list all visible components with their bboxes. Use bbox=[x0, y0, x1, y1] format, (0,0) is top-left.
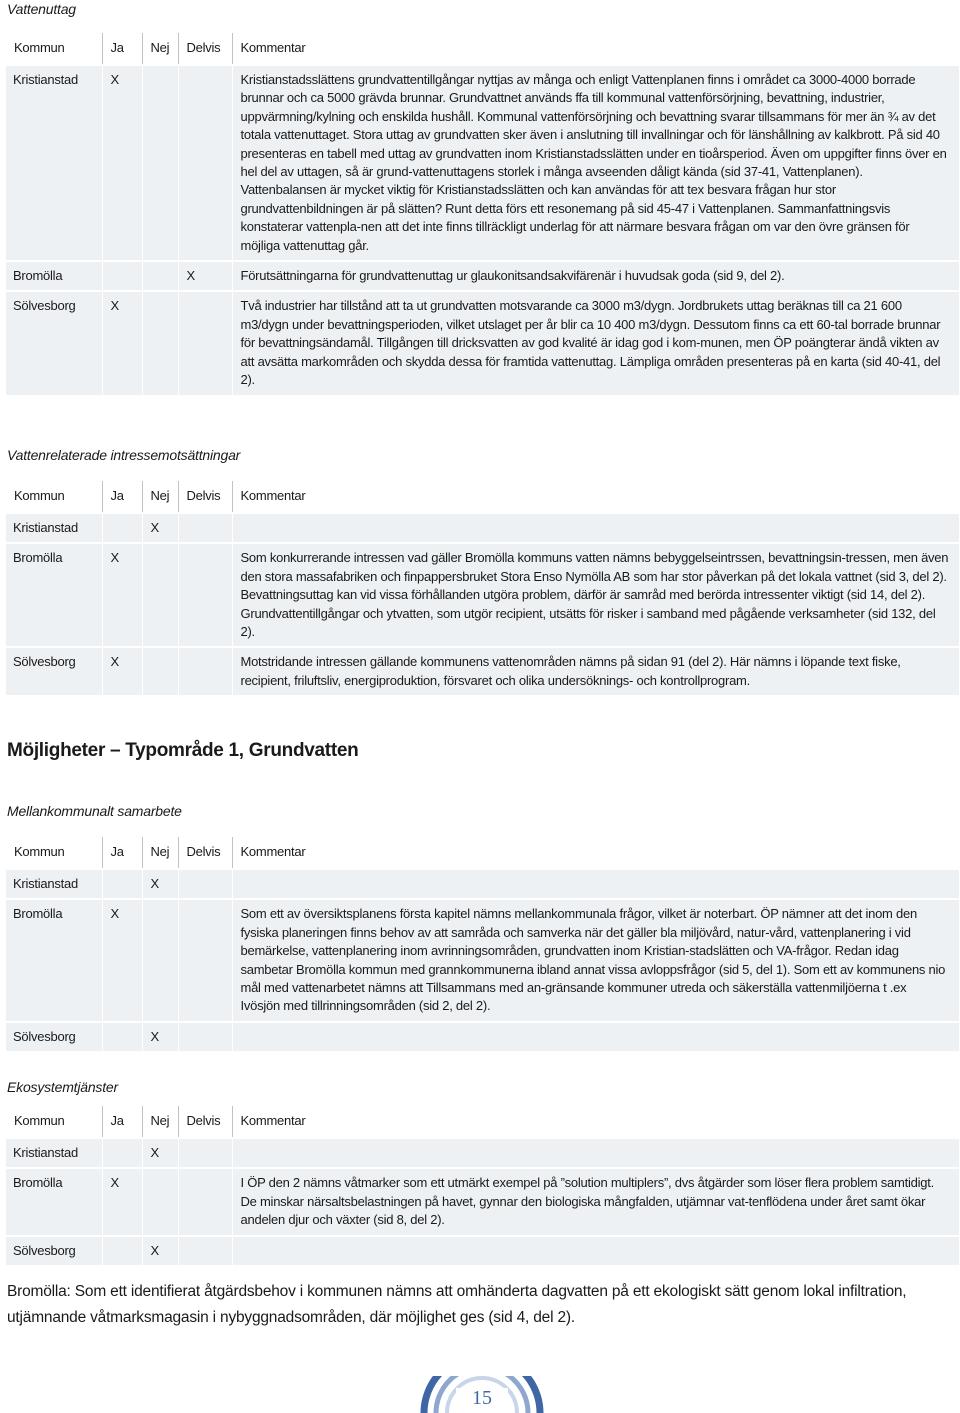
section-title-vattenuttag: Vattenuttag bbox=[7, 1, 76, 17]
cell-nej bbox=[142, 291, 178, 394]
cell-kommun: Bromölla bbox=[6, 261, 102, 291]
cell-kommentar bbox=[232, 513, 959, 543]
header-nej: Nej bbox=[142, 1106, 178, 1138]
cell-ja: X bbox=[102, 647, 142, 695]
cell-kommun: Kristianstad bbox=[6, 513, 102, 543]
cell-nej: X bbox=[142, 869, 178, 899]
header-delvis: Delvis bbox=[178, 837, 232, 869]
cell-ja bbox=[102, 1138, 142, 1168]
table-ekosystemtjanster bbox=[6, 1106, 959, 1265]
section-title-intressemotsattningar: Vattenrelaterade intressemotsättningar bbox=[7, 447, 241, 463]
cell-delvis bbox=[178, 1138, 232, 1168]
table-row bbox=[6, 1168, 959, 1235]
cell-kommentar: Kristianstadsslättens grundvattentillgångar nyttjas av många och enligt Vattenplanen finns i området ca 3000-4000 borrade brunnar och ca 5000 grävda brunnar. Grundvattnet används ffa till kommunal vattenförsörjning, bevattning, industrier, uppvärmning/kylning och enskilda hushåll. Kommunal vattenförsörjning och bevattning svarar tillsammans för mer än ¾ av det totala vattenuttaget. Stora uttag av grundvatten sker även i anslutning till invallningar och för länshållning av kalkbrott. På sid 40 presenteras en tabell med uttag av grundvatten inom Kristianstadsslätten under en tioårsperiod. Även om uppgifter finns över en hel del av uttagen, så är grund-vattenuttagens storlek i många avseenden dåligt kända (sid 37-41, Vattenplanen). Vattenbalansen är mycket viktig för Kristianstadsslätten och kan användas för att tex besvara frågan hur stor grundvattenbildningen är på slätten? Runt detta förs ett resonemang på sid 45-47 i Vattenplanen. Sammanfattningsvis konstaterar vattenpla-nen att det inte finns tillräckligt underlag för att närmare besvara frågan om var den övre gränsen för möjliga vattenuttag går. bbox=[232, 65, 959, 261]
cell-kommun: Sölvesborg bbox=[6, 647, 102, 695]
header-delvis: Delvis bbox=[178, 1106, 232, 1138]
cell-nej bbox=[142, 65, 178, 261]
header-kommentar: Kommentar bbox=[232, 481, 959, 513]
header-kommun: Kommun bbox=[6, 837, 102, 869]
table-header-row bbox=[6, 481, 959, 513]
cell-ja: X bbox=[102, 1168, 142, 1235]
cell-nej: X bbox=[142, 1022, 178, 1051]
cell-ja bbox=[102, 513, 142, 543]
section-title-mellankommunalt: Mellankommunalt samarbete bbox=[7, 803, 182, 819]
cell-kommentar: Motstridande intressen gällande kommunens vattenområden nämns på sidan 91 (del 2). Här nämns i löpande text fiske, recipient, friluftsliv, energiproduktion, försvaret och olika undersöknings- och kontrollprogram. bbox=[232, 647, 959, 695]
header-ja: Ja bbox=[102, 1106, 142, 1138]
cell-nej bbox=[142, 1168, 178, 1235]
cell-nej bbox=[142, 543, 178, 647]
table-header-row bbox=[6, 1106, 959, 1138]
cell-delvis bbox=[178, 1236, 232, 1265]
cell-ja: X bbox=[102, 65, 142, 261]
cell-kommun: Bromölla bbox=[6, 543, 102, 647]
page-number: 15 bbox=[472, 1387, 492, 1409]
cell-delvis bbox=[178, 291, 232, 394]
header-nej: Nej bbox=[142, 33, 178, 65]
cell-delvis: X bbox=[178, 261, 232, 291]
cell-kommentar: Som ett av översiktsplanens första kapitel nämns mellankommunala frågor, vilket är noterbart. ÖP nämner att det inom den fysiska planeringen finns behov av att samråda och samverka när det gäller bla miljövård, natur-vård, vattenplanering i vid bemärkelse, vattenplanering inom avrinningsområden, grundvatten inom Kristian-stadslätten och VA-frågor. Redan idag sambetar Bromölla kommun med grannkommunerna ibland annat vissa avloppsfrågor (sid 5, del 1). Som ett av kommunens nio mål med vattenarbetet nämns att Tillsammans med an-gränsande kommuner utreda och säkerställa vattenmiljöerna t .ex Ivösjön med tillrinningsområden (sid 2, del 2). bbox=[232, 899, 959, 1021]
table-row bbox=[6, 899, 959, 1021]
table-row bbox=[6, 1022, 959, 1051]
table-row bbox=[6, 261, 959, 291]
header-delvis: Delvis bbox=[178, 481, 232, 513]
cell-ja bbox=[102, 1236, 142, 1265]
table-row bbox=[6, 513, 959, 543]
cell-kommun: Kristianstad bbox=[6, 869, 102, 899]
header-kommun: Kommun bbox=[6, 1106, 102, 1138]
table-row bbox=[6, 647, 959, 695]
cell-kommun: Bromölla bbox=[6, 899, 102, 1021]
cell-kommentar: I ÖP den 2 nämns våtmarker som ett utmärkt exempel på ”solution multiplers”, dvs åtgärder som löser flera problem samtidigt. De minskar närsaltsbelastningen på havet, gynnar den biologiska mångfalden, utjämnar vat-tenflödena under året samt ökar andelen djur och växter (sid 8, del 2). bbox=[232, 1168, 959, 1235]
table-row bbox=[6, 291, 959, 394]
header-ja: Ja bbox=[102, 33, 142, 65]
main-heading: Möjligheter – Typområde 1, Grundvatten bbox=[7, 740, 359, 761]
cell-delvis bbox=[178, 899, 232, 1021]
cell-delvis bbox=[178, 869, 232, 899]
cell-ja bbox=[102, 1022, 142, 1051]
cell-ja bbox=[102, 261, 142, 291]
cell-delvis bbox=[178, 1168, 232, 1235]
table-header-row bbox=[6, 33, 959, 65]
header-kommentar: Kommentar bbox=[232, 1106, 959, 1138]
cell-ja: X bbox=[102, 899, 142, 1021]
cell-kommentar bbox=[232, 869, 959, 899]
cell-nej bbox=[142, 261, 178, 291]
header-kommun: Kommun bbox=[6, 33, 102, 65]
cell-kommun: Bromölla bbox=[6, 1168, 102, 1235]
table-vattenuttag bbox=[6, 33, 959, 395]
header-ja: Ja bbox=[102, 837, 142, 869]
cell-ja bbox=[102, 869, 142, 899]
cell-kommentar bbox=[232, 1138, 959, 1168]
cell-nej bbox=[142, 899, 178, 1021]
cell-nej: X bbox=[142, 513, 178, 543]
header-nej: Nej bbox=[142, 837, 178, 869]
table-row bbox=[6, 543, 959, 647]
cell-kommentar bbox=[232, 1236, 959, 1265]
cell-kommentar: Som konkurrerande intressen vad gäller Bromölla kommuns vatten nämns bebyggelseintrssen, bevattningsin-tressen, men även den stora massafabriken och finpappersbruket Stora Enso Nymölla AB som har stor påverkan på det lokala vattnet (sid 3, del 2). Bevattningsuttag kan vid vissa förhållanden utgöra problem, därför är samråd med berörda intressenter viktigt (sid 14, del 2). Grundvattentillgångar och ytvatten, som utgör recipient, utsätts för risker i samband med pågående verksamheter (sid 132, del 2). bbox=[232, 543, 959, 647]
cell-delvis bbox=[178, 1022, 232, 1051]
cell-ja: X bbox=[102, 291, 142, 394]
table-row bbox=[6, 869, 959, 899]
cell-kommun: Sölvesborg bbox=[6, 291, 102, 394]
table-mellankommunalt bbox=[6, 837, 959, 1051]
header-kommentar: Kommentar bbox=[232, 33, 959, 65]
header-ja: Ja bbox=[102, 481, 142, 513]
cell-delvis bbox=[178, 543, 232, 647]
table-row bbox=[6, 65, 959, 261]
closing-paragraph: Bromölla: Som ett identifierat åtgärdsbehov i kommunen nämns att omhänderta dagvatten på ett ekologiskt sätt genom lokal infiltration, utjämnande våtmarksmagasin i nybyggnadsområden, där möjlighet ges (sid 4, del 2). bbox=[7, 1283, 907, 1326]
cell-ja: X bbox=[102, 543, 142, 647]
cell-nej: X bbox=[142, 1138, 178, 1168]
cell-kommentar: Förutsättningarna för grundvattenuttag ur glaukonitsandsakvifärenär i huvudsak goda (sid 9, del 2). bbox=[232, 261, 959, 291]
cell-kommun: Sölvesborg bbox=[6, 1236, 102, 1265]
cell-kommun: Kristianstad bbox=[6, 65, 102, 261]
cell-nej bbox=[142, 647, 178, 695]
table-row bbox=[6, 1236, 959, 1265]
cell-nej: X bbox=[142, 1236, 178, 1265]
cell-kommentar bbox=[232, 1022, 959, 1051]
table-row bbox=[6, 1138, 959, 1168]
cell-kommentar: Två industrier har tillstånd att ta ut grundvatten motsvarande ca 3000 m3/dygn. Jordbrukets uttag beräknas till ca 21 600 m3/dygn under bevattningsperioden, vilket utslaget per år blir ca 10 400 m3/dygn. Dessutom finns ca ett 60-tal borrade brunnar för bevattningsändamål. Tillgången till dricksvatten av god kvalité är idag god i kom-munen, men ÖP poängterar ändå vikten av att avsätta markområden och skydda dessa för framtida vattenuttag. Lämpliga områden presenteras på en karta (sid 40-41, del 2). bbox=[232, 291, 959, 394]
cell-delvis bbox=[178, 513, 232, 543]
section-title-ekosystemtjanster: Ekosystemtjänster bbox=[7, 1079, 118, 1095]
header-kommun: Kommun bbox=[6, 481, 102, 513]
header-kommentar: Kommentar bbox=[232, 837, 959, 869]
cell-kommun: Kristianstad bbox=[6, 1138, 102, 1168]
cell-delvis bbox=[178, 65, 232, 261]
table-intressemotsattningar bbox=[6, 481, 959, 695]
header-nej: Nej bbox=[142, 481, 178, 513]
cell-delvis bbox=[178, 647, 232, 695]
table-header-row bbox=[6, 837, 959, 869]
header-delvis: Delvis bbox=[178, 33, 232, 65]
cell-kommun: Sölvesborg bbox=[6, 1022, 102, 1051]
